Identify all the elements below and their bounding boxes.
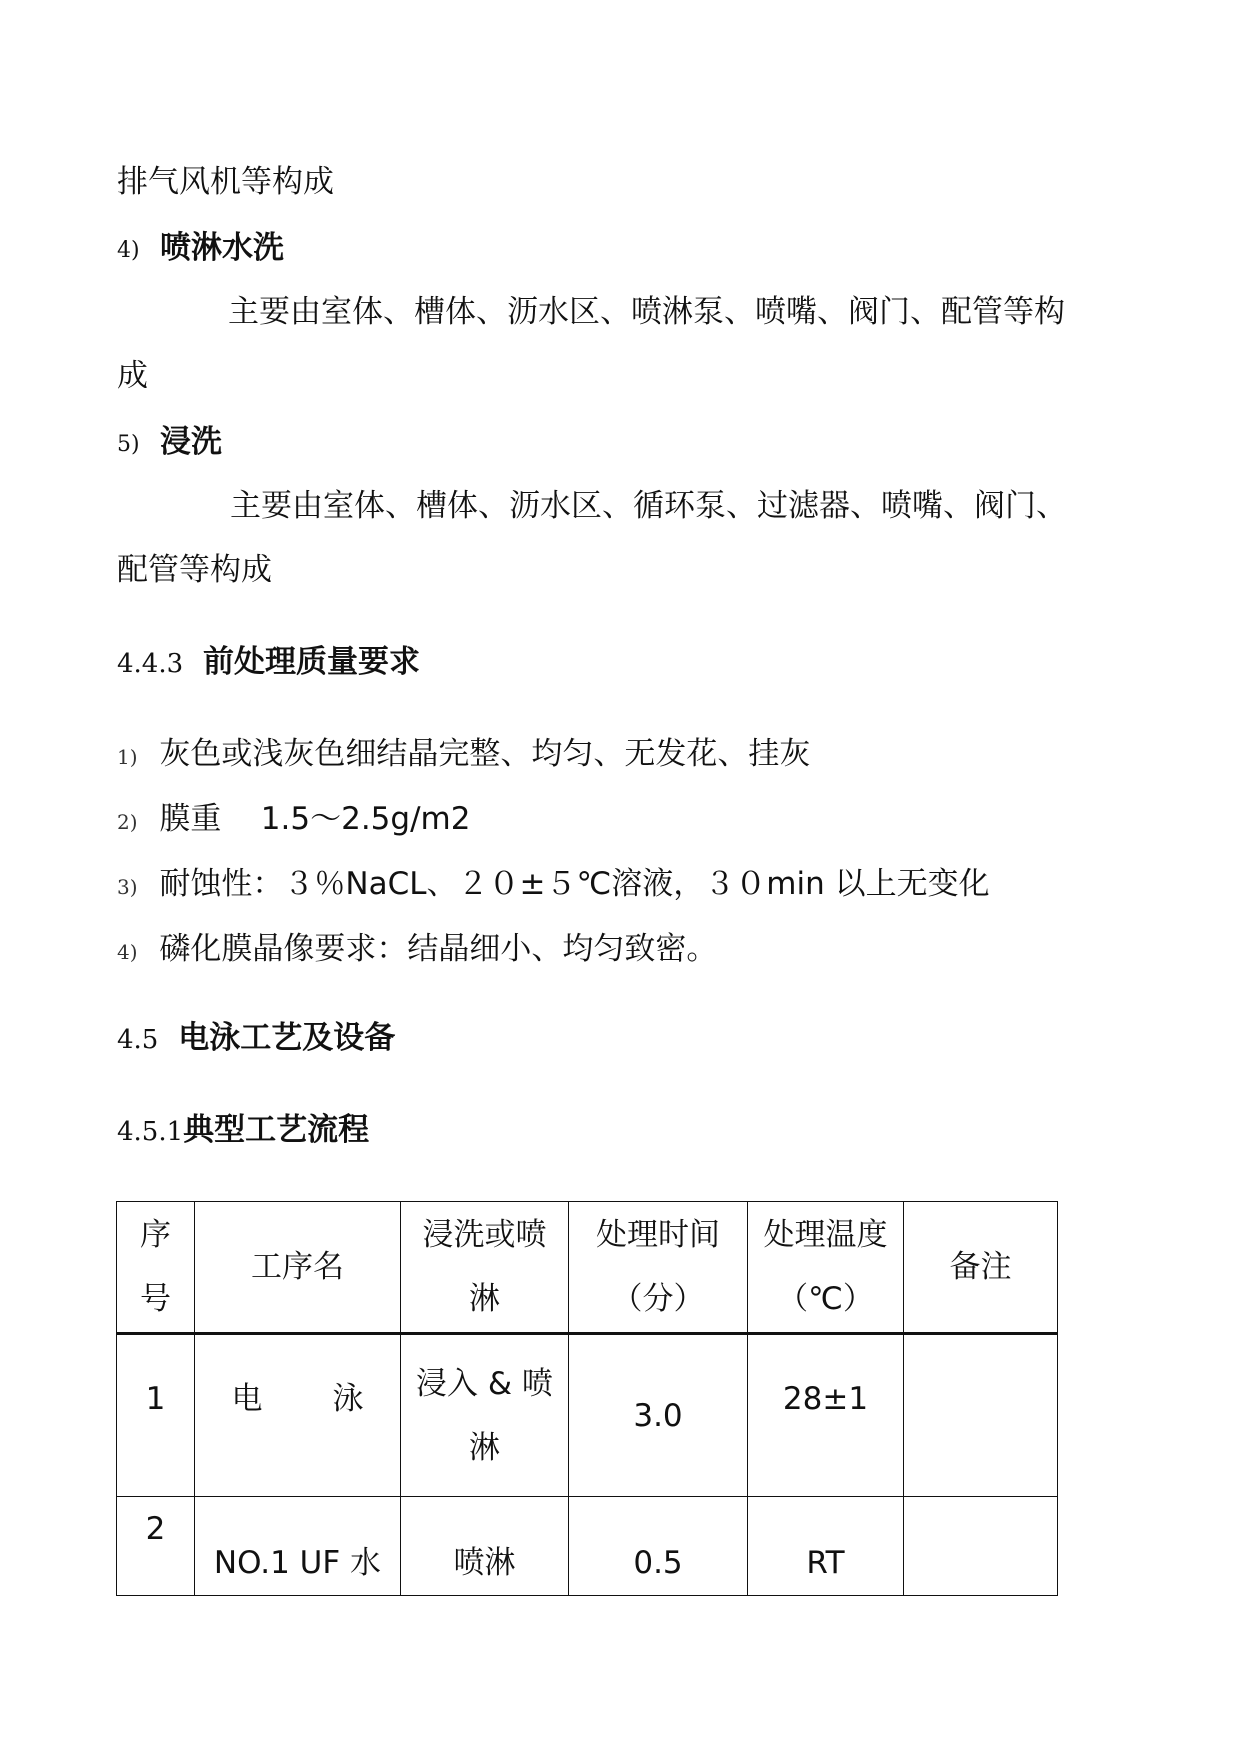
list-item-number: 4) [117, 940, 138, 964]
header-seq-line2: 号 [140, 1281, 171, 1317]
list-item-number: 5) [117, 432, 140, 457]
list-item [117, 734, 810, 777]
header-cell [748, 1202, 904, 1334]
paragraph-line: 排气风机等构成 [117, 164, 334, 200]
list-item-number: 3) [117, 875, 138, 899]
table-cell: NO.1 UF 水 [195, 1497, 401, 1596]
section-heading [117, 642, 420, 684]
list-item-number: 1) [117, 745, 138, 769]
subheading: 浸洗 [160, 424, 222, 460]
process-table [116, 1201, 1058, 1596]
list-item [117, 929, 717, 972]
list-item-text: 耐蚀性：３％NaCL、２０±５℃溶液，３０min 以上无变化 [159, 866, 990, 902]
table-row [117, 1334, 1058, 1497]
list-item-number: 2) [117, 810, 138, 834]
method-line2: 淋 [469, 1429, 500, 1466]
process-name-part: 泳 [332, 1380, 364, 1417]
list-item [117, 864, 990, 907]
paragraph-line: 主要由室体、槽体、沥水区、循环泵、过滤器、喷嘴、阀门、 [230, 488, 1067, 524]
header-cell: 工序名 [195, 1202, 401, 1334]
header-cell [401, 1202, 569, 1334]
list-item-number: 4) [117, 238, 140, 263]
header-time-line2: （分） [611, 1281, 705, 1317]
section-title: 电泳工艺及设备 [178, 1020, 396, 1056]
table-cell: 28±1 [748, 1334, 904, 1497]
header-time-line1: 处理时间 [596, 1217, 720, 1253]
paragraph-line: 配管等构成 [117, 552, 272, 588]
paragraph-line: 成 [117, 358, 148, 394]
table-cell: 1 [117, 1334, 195, 1497]
table-cell [904, 1497, 1058, 1596]
paragraph-line: 主要由室体、槽体、沥水区、喷淋泵、喷嘴、阀门、配管等构 [228, 294, 1065, 330]
table-header-row [117, 1202, 1058, 1334]
subheading: 喷淋水洗 [160, 230, 284, 266]
section-number: 4.5.1 [117, 1117, 184, 1147]
table-cell [904, 1334, 1058, 1497]
header-cell [569, 1202, 748, 1334]
method-line1: 浸入 & 喷 [416, 1365, 553, 1402]
header-cell: 备注 [904, 1202, 1058, 1334]
section-heading [117, 1110, 369, 1152]
process-name-part: 电 [231, 1380, 263, 1417]
table-row [117, 1497, 1058, 1596]
table-cell: RT [748, 1497, 904, 1596]
section-title: 前处理质量要求 [203, 644, 421, 680]
section-number: 4.5 [117, 1025, 159, 1055]
header-seq-line1: 序 [140, 1217, 171, 1253]
header-method-line2: 淋 [469, 1281, 500, 1317]
header-cell [117, 1202, 195, 1334]
header-temp-line2: （℃） [777, 1281, 874, 1317]
table-cell [195, 1334, 401, 1497]
list-item-text: 膜重 1.5～2.5g/m2 [159, 801, 471, 837]
section-title: 典型工艺流程 [183, 1112, 370, 1148]
table-cell: 0.5 [569, 1497, 748, 1596]
table-cell: 喷淋 [401, 1497, 569, 1596]
list-item [117, 799, 470, 842]
section-heading [117, 1018, 395, 1060]
list-item-text: 灰色或浅灰色细结晶完整、均匀、无发花、挂灰 [159, 736, 811, 772]
table-cell: 3.0 [569, 1334, 748, 1497]
header-temp-line1: 处理温度 [763, 1217, 888, 1253]
list-item-text: 磷化膜晶像要求：结晶细小、均匀致密。 [159, 931, 718, 967]
header-method-line1: 浸洗或喷 [422, 1217, 547, 1253]
section-number: 4.4.3 [117, 649, 184, 679]
table-cell [401, 1334, 569, 1497]
table-cell: 2 [117, 1497, 195, 1596]
